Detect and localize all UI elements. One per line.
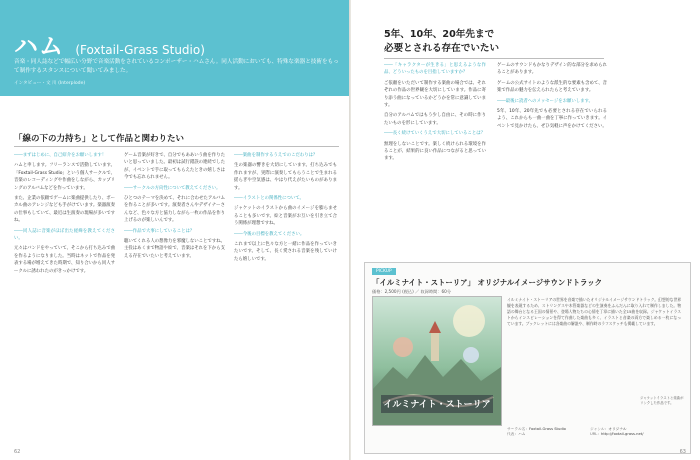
paragraph: ――今後の目標を教えてください。 [234, 231, 305, 237]
pickup-subtitle: 価格：2,500円 (税込) ／ 収録時間：60分 [372, 289, 452, 294]
paragraph: ジャケットのイラストから曲のイメージを膨らませることも多いです。絵と音楽がお互いを引き立て合う関係が理想ですね。 [234, 206, 337, 227]
album-cover [372, 296, 502, 426]
paragraph: ゲームのサウンドもかなりデザイン的な部分を求められることがあります。 [497, 63, 607, 76]
article-credit: インタビュー・文 川 (Interplode) [14, 81, 86, 86]
paragraph: ご依頼をいただいて制作する楽曲の場合では、それぞれの作品の世界観を大切にしています。作品に寄り添う曲になっているかどうかを常に意識しています。 [384, 80, 486, 109]
paragraph: 無理をしないことです。楽しく続けられる環境を作ることが、結果的に良い作品につながると思っています。 [384, 141, 486, 162]
section-title: 「線の下の力持ち」として作品と関わりたい [14, 134, 185, 144]
info-block-1 [507, 427, 566, 438]
right-divider [384, 58, 604, 59]
paragraph: ――「キャラクターが生きる」と思えるような作品、どういったものを目指していますか？ [384, 63, 486, 76]
paragraph: ――イラストとの関係性について。 [234, 196, 304, 202]
paragraph: ――楽曲を制作するうえでのこだわりは？ [234, 153, 318, 158]
paragraph: 自分のアルバムではもう少し自由に、その時に作りたいものを形にしています。 [384, 113, 486, 126]
page-number-left: 62 [14, 449, 21, 455]
pickup-description: イルミナイト・ストーリアの世界を音楽で描いたオリジナルイメージサウンドトラック。幻想的な世界観を表現するため、ストリングスや木管楽器などの生演奏をふんだんに取り入れて制作しました。物語の舞台となる王国の情景や、登場人物たちの心情を丁寧に描いた全15曲を収録。ジャケットイラストからインスピレーションを得て作曲した楽曲も多く、イラストと音楽の両方で楽しめる一枚になっています。ブックレットには各楽曲の解説や、制作時のラフスケッチも掲載しています。 [507, 297, 681, 326]
page-gutter [349, 0, 351, 460]
paragraph: 聴いてくれる人の想像力を邪魔しないことですね。主役はあくまで物語や絵で、音楽はそれを下から支える存在でいたいと考えています。 [124, 239, 225, 259]
album-cover-art [373, 297, 501, 425]
info-row: ジャンル：オリジナル [590, 427, 627, 431]
right-column-2 [497, 62, 607, 252]
paragraph: 5年、10年、20年先でも必要とされる存在でいられるよう、これからも一曲一曲を丁寧に作っていきます。イベントで見かけたら、ぜひ気軽に声をかけてください。 [497, 109, 607, 129]
paragraph: ――長く続けていくうえで大切にしていることは？ [384, 131, 485, 137]
pickup-tag: PICKUP [372, 268, 396, 275]
article-lead: 音楽・同人誌などで幅広い分野で音楽活動をされているコンポーザー・ハムさん。同人活動においても、特殊な楽器と技術をもって制作するスタンスについて聞いてみました。 [14, 59, 339, 74]
paragraph: ――最後に読者へのメッセージをお願いします。 [497, 98, 593, 104]
paragraph: ――まずはじめに、自己紹介をお願いします！ [14, 153, 107, 158]
info-row: サークル名：Foxtail-Grass Studio [507, 427, 566, 431]
paragraph: また、企業の依頼でゲームに楽曲提供したり、ボーカル曲のアレンジなども手がけています。楽器演奏の仕事もしていて、最近は生演奏の現場が多いですね。 [14, 196, 115, 224]
cover-title: イルミナイト・ストーリア [383, 400, 491, 410]
paragraph: これまで以上に色々な方と一緒に作品を作っていきたいです。そして、長く愛される音楽を残していけたら嬉しいです。 [234, 242, 337, 262]
paragraph: 元々はバンドをやっていて、そこから打ち込みで曲を作るようになりました。当時はネットで作品を発表する場が増えてきた時期で、知り合いから同人サークルに誘われたのがきっかけです。 [14, 246, 115, 274]
paragraph: ――同人誌に音楽がほぼ出た経緯を教えてください。 [14, 228, 115, 242]
paragraph: 生の楽器の響きを大切にしています。打ち込みでも作れますが、実際に演奏してもらうことで生まれる揺らぎや空気感は、やはり代えがたいものがあります。 [234, 163, 337, 191]
right-column-1 [384, 62, 486, 252]
text-column-2 [124, 152, 225, 452]
pickup-title: 「イルミナイト・ストーリア」 オリジナルイメージサウンドトラック [372, 278, 603, 287]
article-title: ハム (Foxtail-Grass Studio) [14, 32, 205, 60]
right-title-line-1: 5年、10年、20年先まで [384, 29, 495, 40]
text-column-3 [234, 152, 337, 452]
info-block-2 [590, 427, 643, 438]
url-link[interactable]: http://foxtail-grass.net/ [601, 432, 644, 437]
paragraph: ゲームの公式サイトのような派生的な要素も含めて、音楽で作品の魅力を伝えられたらと考えています。 [497, 80, 607, 94]
paragraph: ――作品で大事にしていることは？ [124, 228, 195, 234]
paragraph: ゲーム音楽が好きで、自分でもああいう曲を作りたいと思っていました。最初は試行錯誤の連続でしたが、イベントで手に取ってもらえたときの嬉しさは今でも忘れられません。 [124, 153, 225, 181]
paragraph: ――サークルの方向性について教えてください。 [124, 185, 221, 191]
paragraph: ハムと申します。フリーランスで活動しています。「Foxtail-Grass Studio」という個人サークルで、音楽のレコーディングや作曲をしながら、カップリングのアルバムなどを作っています。 [14, 163, 115, 191]
info-row: 代表：ハム [507, 432, 526, 437]
right-title-line-2: 必要とされる存在でいたい [384, 43, 500, 54]
paragraph: ひとつのテーマを決めて、それに合わせたアルバムを作ることが多いです。演奏者さんやデザイナーさんなど、色々な方と協力しながら一枚の作品を作り上げるのが楽しいんです。 [124, 196, 225, 224]
text-column-1 [14, 152, 115, 452]
page-number-right: 63 [679, 449, 686, 455]
section-divider [14, 146, 339, 147]
right-title [384, 28, 499, 56]
info-row[interactable]: URL：http://foxtail-grass.net/ [590, 432, 644, 437]
pickup-caption: ジャケットイラストと楽曲がリンクした作品です。 [640, 396, 684, 405]
